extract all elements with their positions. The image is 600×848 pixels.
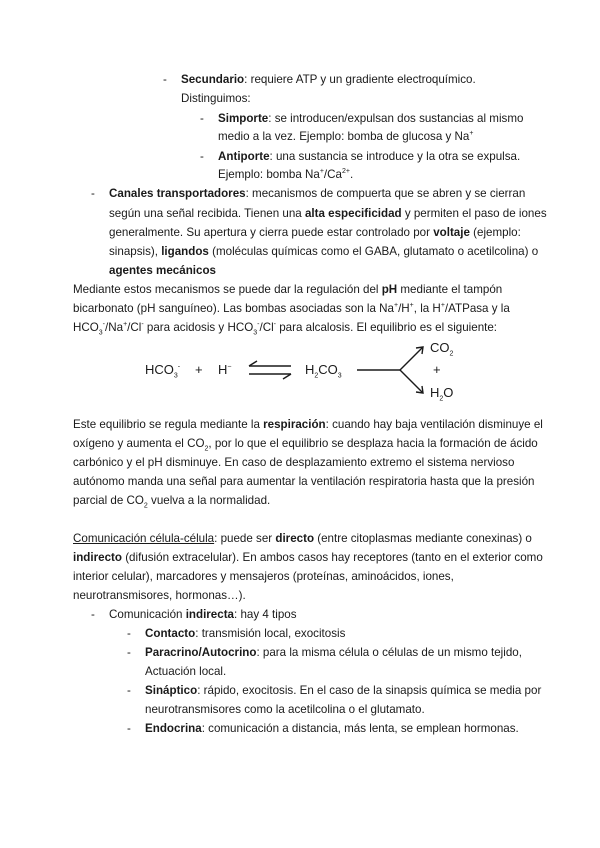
antiporte-term: Antiporte [218,150,270,163]
canales-line-3: generalmente. Su apertura y cierra puede estar controlado por voltaje (ejemplo: [109,226,521,239]
resp-line-5: parcial de $CO_2$ vuelva a la normalidad. [73,494,271,510]
antiporte-line-2: Ejemplo: bomba $Na^+/Ca^{2+}$. [218,168,354,181]
bullet-dash: - [91,608,95,621]
equilibrium-arrows-icon [247,360,293,380]
eq-plus-2: + [433,362,441,377]
contacto-line: Contacto: transmisión local, exocitosis [145,627,346,640]
bullet-dash: - [200,150,204,163]
endocrina-line: Endocrina: comunicación a distancia, más lenta, se emplean hormonas. [145,722,519,735]
branch-arrows-icon [355,343,430,397]
comm-heading: Comunicación célula-célula [73,532,215,545]
eq-plus-1: + [195,362,203,377]
canales-line-2: según una señal recibida. Tienen una alta especificidad y permiten el paso de iones [109,207,547,220]
distinguimos-line: Distinguimos: [181,92,251,105]
bullet-dash: - [127,627,131,640]
eq-co2: $CO_2$ [430,340,454,358]
sinaptico-line: Sináptico: rápido, exocitosis. En el caso de la sinapsis química se media por [145,684,542,697]
bullet-dash: - [127,646,131,659]
secundario-term: Secundario [181,73,245,86]
canales-line-5: agentes mecánicos [109,264,216,277]
bullet-dash: - [127,684,131,697]
canales-term: Canales transportadores [109,187,246,200]
bullet-dash: - [91,187,95,200]
comm-line-2: indirecto (difusión extracelular). En ambos casos hay receptores (tanto en el exterior como [73,551,543,564]
resp-line-1: Este equilibrio se regula mediante la respiración: cuando hay baja ventilación disminuye el [73,418,543,431]
eq-h2co3: $H_2CO_3$ [305,362,342,380]
canales-line-1: Canales transportadores: mecanismos de compuerta que se abren y se cierran [109,187,526,200]
resp-line-4: autónomo manda una señal para aumentar la ventilación respiratoria hasta que la presión [73,475,535,488]
paracrino-line: Paracrino/Autocrino: para la misma célula o células de un mismo tejido, [145,646,522,659]
canales-line-4: sinapsis), ligandos (moléculas químicas como el GABA, glutamato o acetilcolina) o [109,245,539,258]
bullet-dash: - [127,722,131,735]
simporte-term: Simporte [218,112,269,125]
resp-line-3: carbónico y el pH disminuye. En caso de desplazamiento extremo el sistema nervioso [73,456,515,469]
resp-line-2: oxígeno y aumenta el $CO_2$, por lo que el equilibrio se desplaza hacia la formación de ácido [73,437,538,453]
eq-hco3: $HCO_3^-$ [145,362,181,380]
bullet-dash: - [163,73,167,86]
simporte-line: Simporte: se introducen/expulsan dos sustancias al mismo [218,112,524,125]
secundario-line: Secundario: requiere ATP y un gradiente electroquímico. [181,73,476,86]
eq-h2o: $H_2O$ [430,385,454,403]
sinaptico-line-2: neurotransmisores como la acetilcolina o el glutamato. [145,703,425,716]
ph-line-1: Mediante estos mecanismos se puede dar la regulación del pH mediante el tampón [73,283,503,296]
indirecta-line: Comunicación indirecta: hay 4 tipos [109,608,297,621]
comm-line-1: Comunicación célula-célula: puede ser directo (entre citoplasmas mediante conexinas) o [73,532,532,545]
ph-line-3: $HCO_3^-/Na^+/Cl^-$ para acidosis y $HCO_3^-/Cl^-$ para alcalosis. El equilibrio es el siguiente: [73,321,498,337]
bullet-dash: - [200,112,204,125]
comm-line-4: neurotransmisores, hormonas…). [73,589,246,602]
simporte-line-2: medio a la vez. Ejemplo: bomba de glucosa y Na+ [218,130,474,143]
eq-h: H− [218,362,232,377]
antiporte-line: Antiporte: una sustancia se introduce y la otra se expulsa. [218,150,521,163]
paracrino-line-2: Actuación local. [145,665,227,678]
ph-line-2: bicarbonato (pH sanguíneo). Las bombas asociadas son la Na+/H+, la H+/ATPasa y la [73,302,510,315]
comm-line-3: interior celular), marcadores y mensajeros (proteínas, aminoácidos, iones, [73,570,454,583]
